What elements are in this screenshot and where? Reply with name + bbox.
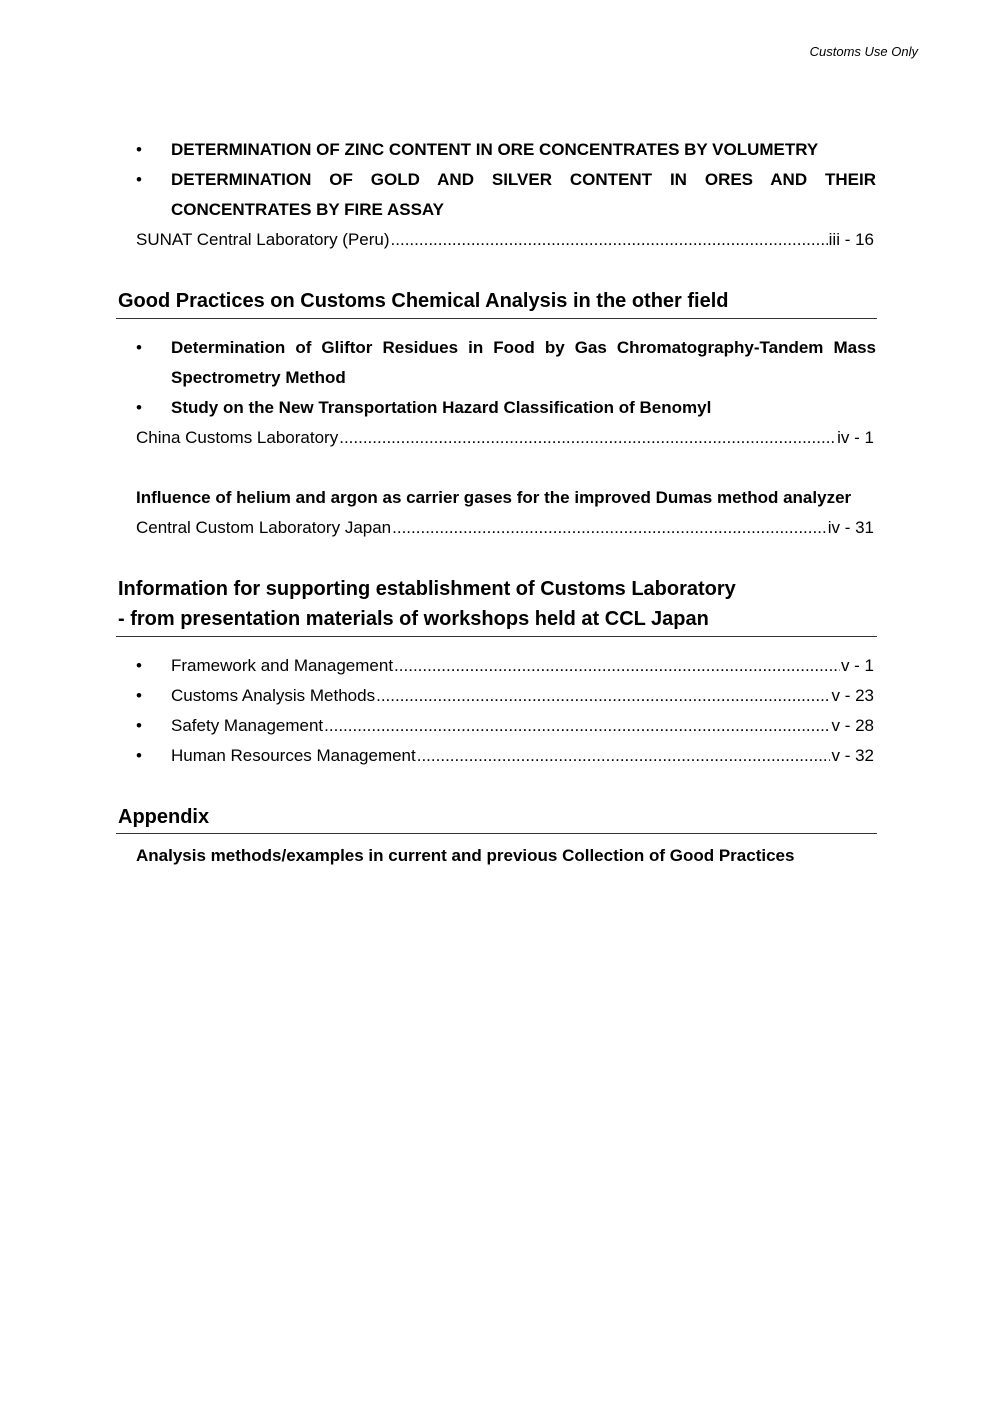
toc-entry-page: iii - 16 (828, 230, 874, 249)
toc-entry-page: v - 28 (831, 716, 874, 735)
dot-leader (394, 651, 840, 681)
toc-entry-safety[interactable] (136, 711, 874, 741)
toc-bullet-continuation (136, 195, 876, 225)
toc-entry-page: v - 1 (840, 656, 874, 675)
appendix-item[interactable]: Analysis methods/examples in current and previous Collection of Good Practices (136, 846, 795, 865)
toc-entry-framework[interactable] (136, 651, 874, 681)
section-heading-info-line2: - from presentation materials of workshops held at CCL Japan (118, 608, 709, 630)
dot-leader (417, 741, 831, 771)
toc-bullet-continuation (136, 363, 876, 393)
toc-entry-human-resources[interactable] (136, 741, 874, 771)
section-heading-appendix: Appendix (118, 806, 210, 828)
dot-leader (392, 513, 827, 543)
dot-leader (339, 423, 836, 453)
bullet-icon: • (136, 140, 142, 159)
bullet-icon: • (136, 716, 142, 735)
toc-entry-page: iv - 1 (837, 428, 874, 447)
toc-entry-label: Customs Analysis Methods (171, 686, 376, 705)
toc-entry-sunat[interactable] (136, 225, 874, 255)
header-classification-note: Customs Use Only (809, 44, 918, 59)
section-divider (116, 833, 877, 834)
bullet-icon: • (136, 686, 142, 705)
toc-item-title: Study on the New Transportation Hazard Classification of Benomyl (171, 398, 712, 417)
dot-leader (376, 681, 830, 711)
toc-entry-label: Human Resources Management (171, 746, 416, 765)
bullet-icon: • (136, 746, 142, 765)
toc-item-title: Determination of Gliftor Residues in Food by Gas Chromatography-Tandem Mass (171, 338, 876, 357)
toc-entry-label: Central Custom Laboratory Japan (136, 518, 392, 537)
dot-leader (391, 225, 828, 255)
bullet-icon: • (136, 656, 142, 675)
toc-entry-label: Safety Management (171, 716, 324, 735)
section-divider (116, 318, 877, 319)
toc-item-title: DETERMINATION OF ZINC CONTENT IN ORE CONCENTRATES BY VOLUMETRY (171, 140, 819, 159)
toc-bullet-item (136, 135, 876, 165)
toc-item-title: DETERMINATION OF GOLD AND SILVER CONTENT IN ORES AND THEIR (171, 170, 876, 189)
toc-entry-page: v - 23 (831, 686, 874, 705)
toc-entry-label: SUNAT Central Laboratory (Peru) (136, 230, 390, 249)
toc-item-title: CONCENTRATES BY FIRE ASSAY (171, 200, 444, 219)
toc-entry-china[interactable] (136, 423, 874, 453)
section-divider (116, 636, 877, 637)
toc-entry-ccl-japan[interactable] (136, 513, 874, 543)
toc-entry-analysis-methods[interactable] (136, 681, 874, 711)
toc-entry-page: v - 32 (831, 746, 874, 765)
toc-entry-label: China Customs Laboratory (136, 428, 339, 447)
dot-leader (324, 711, 830, 741)
toc-item-title: Spectrometry Method (171, 368, 346, 387)
section-heading-other-field: Good Practices on Customs Chemical Analysis in the other field (118, 290, 729, 312)
toc-bullet-item (136, 165, 876, 195)
section-heading-info-line1: Information for supporting establishment of Customs Laboratory (118, 578, 736, 600)
bullet-icon: • (136, 170, 142, 189)
bullet-icon: • (136, 338, 142, 357)
toc-subtitle-dumas: Influence of helium and argon as carrier gases for the improved Dumas method analyzer (136, 488, 852, 507)
toc-bullet-item (136, 393, 876, 423)
toc-bullet-item (136, 333, 876, 363)
toc-entry-label: Framework and Management (171, 656, 394, 675)
toc-entry-page: iv - 31 (827, 518, 874, 537)
bullet-icon: • (136, 398, 142, 417)
